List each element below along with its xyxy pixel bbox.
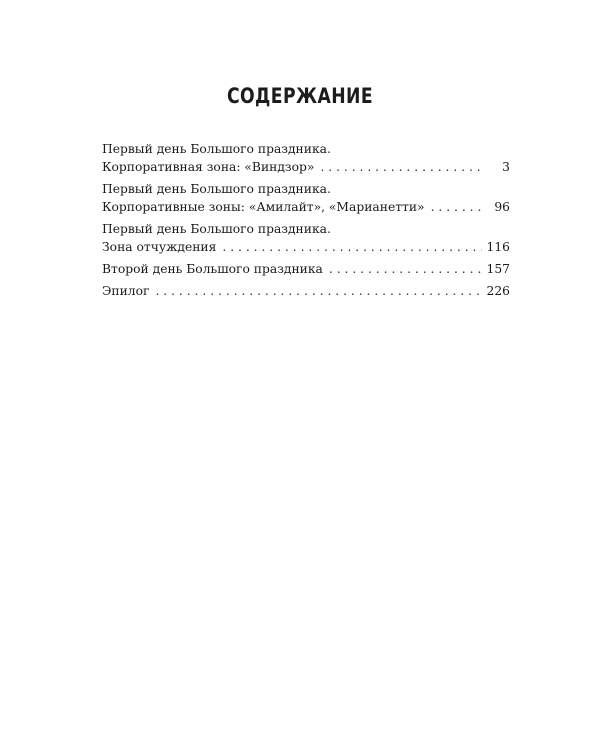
toc-entry-title: Зона отчуждения <box>102 240 217 254</box>
toc-page-number: 3 <box>502 160 510 174</box>
toc-entry-heading: Первый день Большого праздника. <box>102 182 331 196</box>
toc-entry-title: Второй день Большого праздника <box>102 262 323 276</box>
page-title: СОДЕРЖАНИЕ <box>226 84 374 108</box>
toc-entry-heading: Первый день Большого праздника. <box>102 222 331 236</box>
dot-leader <box>320 158 482 176</box>
toc-page-number: 157 <box>486 262 510 276</box>
toc-entry[interactable] <box>102 180 510 216</box>
toc-entry-title: Эпилог <box>102 284 150 298</box>
toc-entry-title: Корпоративные зоны: «Амилайт», «Марианетти» <box>102 200 425 214</box>
toc-page-number: 226 <box>486 284 510 298</box>
toc-page-number: 96 <box>494 200 510 214</box>
toc-entry[interactable] <box>102 282 510 300</box>
toc-entry-heading: Первый день Большого праздника. <box>102 142 331 156</box>
dot-leader <box>222 238 482 256</box>
toc-page-number: 116 <box>486 240 510 254</box>
dot-leader <box>431 198 482 216</box>
toc-entry[interactable] <box>102 260 510 278</box>
dot-leader <box>329 260 482 278</box>
dot-leader <box>155 282 482 300</box>
table-of-contents <box>102 140 510 304</box>
toc-entry[interactable] <box>102 220 510 256</box>
toc-entry[interactable] <box>102 140 510 176</box>
toc-entry-title: Корпоративная зона: «Виндзор» <box>102 160 315 174</box>
